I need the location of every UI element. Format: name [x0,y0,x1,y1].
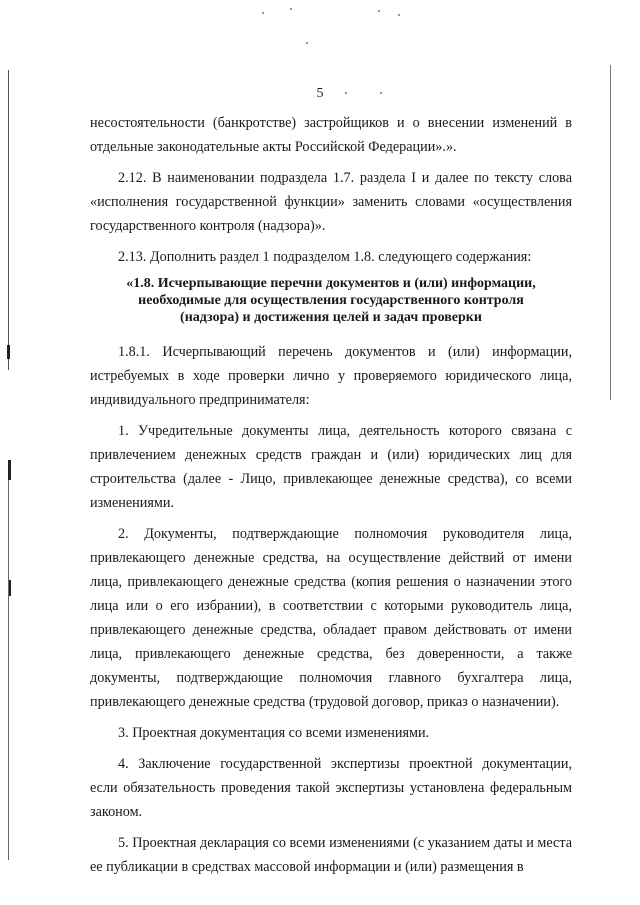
scan-edge-mark [8,70,9,370]
scan-speck [398,14,400,16]
list-item-5: 5. Проектная декларация со всеми изменениями (с указанием даты и места ее публикации в средствах массовой информации и (или) размещения в [90,835,572,875]
scan-speck [290,8,292,10]
list-item-1: 1. Учредительные документы лица, деятельность которого связана с привлечением денежных средств граждан и (или) юридических лиц для строительства (далее - Лицо, привлекающее денежные средства), со всеми изменениями. [90,423,572,511]
paragraph-1-8-1: 1.8.1. Исчерпывающий перечень документов и (или) информации, истребуемых в ходе проверки лично у проверяемого юридического лица, индивидуального предпринимателя: [90,344,572,408]
scan-speck [306,42,308,44]
scan-speck [262,12,264,14]
scan-edge-mark [7,345,10,359]
paragraph-2-13: 2.13. Дополнить раздел 1 подразделом 1.8. следующего содержания: [118,249,532,265]
scan-speck [378,10,380,12]
section-heading-1-8: «1.8. Исчерпывающие перечни документов и (или) информации, необходимые для осуществления государственного контроля (надзора) и достижения целей и задач проверки [126,276,536,325]
document-body [90,111,572,879]
scan-edge-mark [8,460,11,480]
scan-edge-mark [610,65,611,400]
page-number: 5 [316,86,324,101]
scan-edge-mark [8,480,9,860]
list-item-4: 4. Заключение государственной экспертизы проектной документации, если обязательность проведения такой экспертизы установлена федеральным законом. [90,756,572,820]
list-item-2: 2. Документы, подтверждающие полномочия руководителя лица, привлекающего денежные средства, на осуществление действий от имени лица, привлекающего денежные средства (копия решения о назначении этого лица или о его избрании), в соответствии с которыми руководитель лица, привлекающего денежные средства, обладает правом действовать от имени лица, привлекающего денежные средства, без доверенности, а также документы, подтверждающие полномочия главного бухгалтера лица, привлекающего денежные средства (трудовой договор, приказ о назначении). [90,526,572,710]
list-item-3: 3. Проектная документация со всеми изменениями. [118,725,430,741]
paragraph-2-12: 2.12. В наименовании подраздела 1.7. раздела I и далее по тексту слова «исполнения государственной функции» заменить словами «осуществления государственного контроля (надзора)». [90,170,572,234]
paragraph-continuation: несостоятельности (банкротстве) застройщиков и о внесении изменений в отдельные законодательные акты Российской Федерации».». [90,115,572,155]
